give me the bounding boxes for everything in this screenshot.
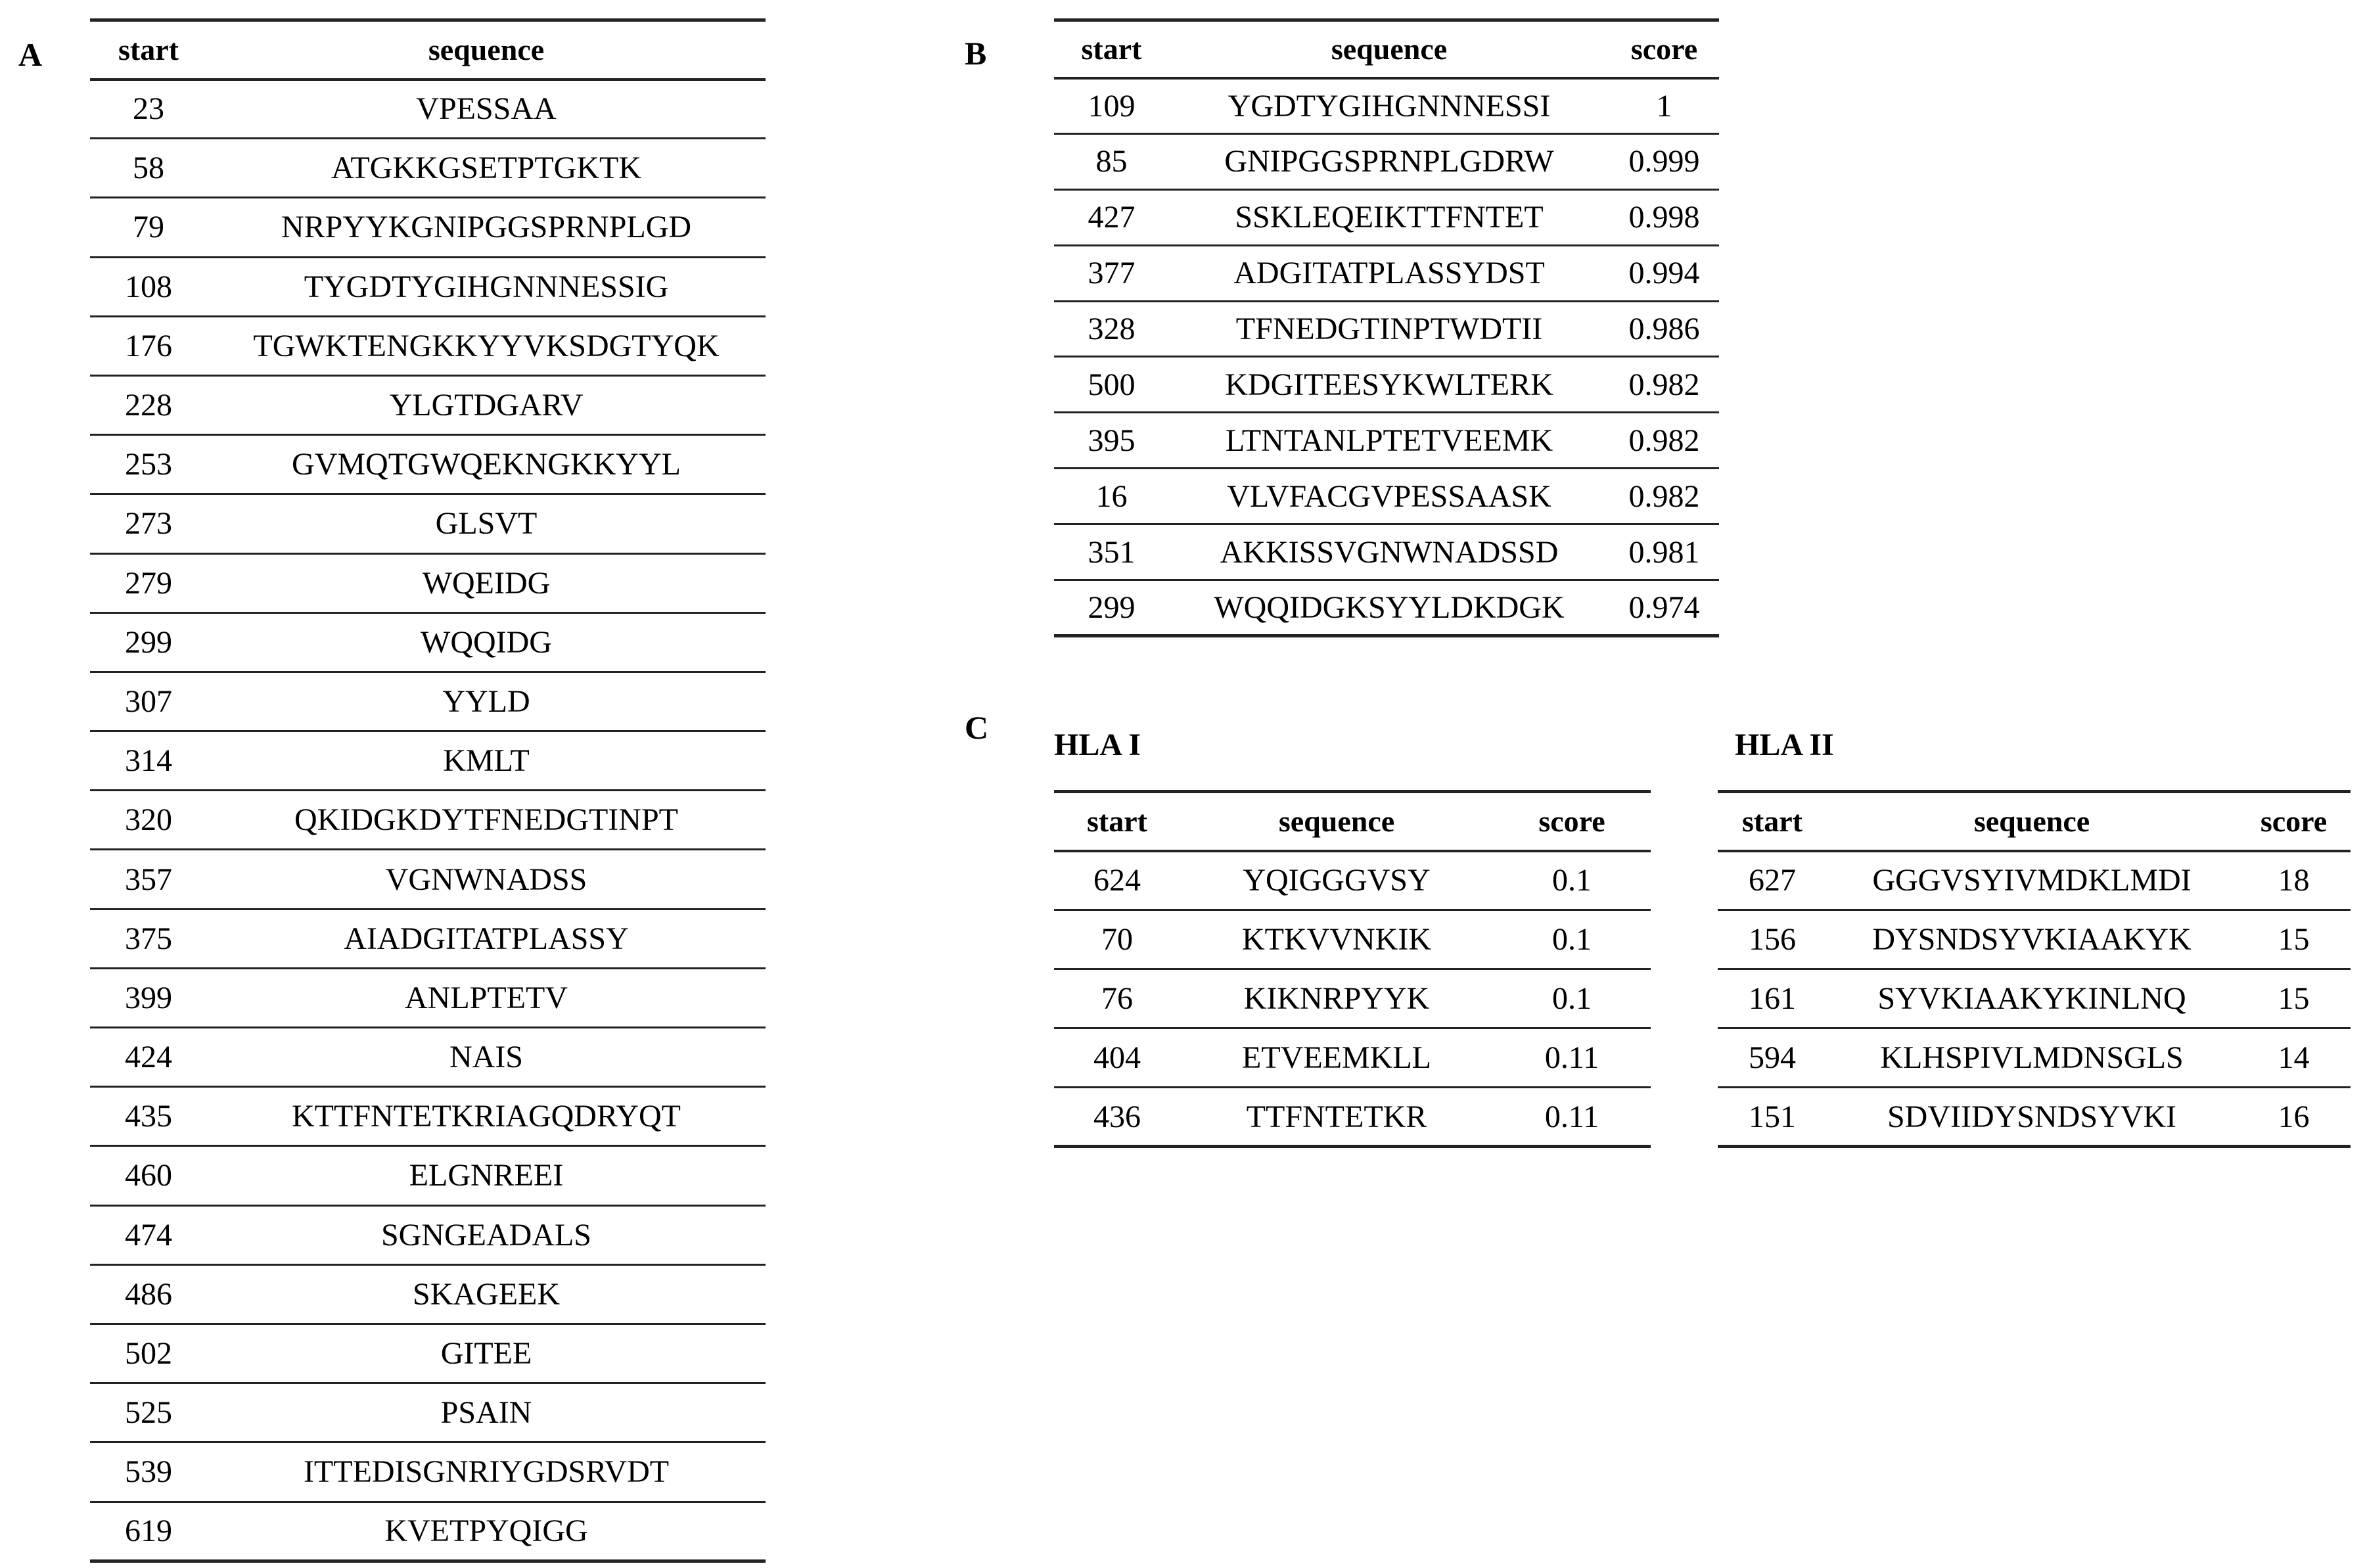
cell-score: 0.982	[1628, 423, 1700, 458]
cell-sequence: YGDTYGIHGNNNESSI	[1228, 88, 1551, 124]
cell-start: 58	[133, 150, 164, 186]
hla1-title: HLA I	[1054, 727, 1141, 762]
table-row	[90, 1087, 766, 1146]
cell-sequence: SDVIIDYSNDSYVKI	[1887, 1099, 2176, 1134]
table-row	[1718, 969, 2351, 1028]
cell-start: 320	[125, 802, 172, 838]
cell-sequence: PSAIN	[440, 1395, 532, 1431]
cell-sequence: YYLD	[442, 683, 530, 719]
panel-label-c: C	[965, 709, 989, 746]
cell-start: 525	[125, 1395, 172, 1431]
cell-sequence: GNIPGGSPRNPLGDRW	[1224, 144, 1554, 179]
table-row	[90, 672, 766, 731]
table-row	[90, 850, 766, 909]
cell-start: 500	[1088, 367, 1136, 402]
column-header-score: score	[1630, 32, 1698, 66]
cell-start: 427	[1088, 200, 1136, 235]
cell-score: 15	[2278, 981, 2310, 1016]
table-row	[1054, 189, 1719, 245]
table-a	[90, 18, 766, 1563]
cell-start: 76	[1101, 981, 1133, 1016]
cell-sequence: ITTEDISGNRIYGDSRVDT	[303, 1454, 670, 1490]
table-row	[90, 968, 766, 1027]
table-row	[1054, 301, 1719, 357]
cell-sequence: DYSNDSYVKIAAKYK	[1872, 922, 2192, 957]
cell-start: 395	[1088, 423, 1136, 458]
table-row	[90, 316, 766, 375]
cell-start: 273	[125, 506, 172, 542]
table-row	[90, 612, 766, 672]
panel-label-b: B	[965, 35, 987, 72]
table-row	[1054, 910, 1651, 969]
table-row	[1054, 357, 1719, 413]
table-header-row	[1718, 792, 2351, 851]
cell-start: 460	[125, 1158, 172, 1193]
cell-sequence: VLVFACGVPESSAASK	[1227, 478, 1551, 514]
cell-sequence: VPESSAA	[416, 91, 557, 127]
table-row	[1054, 413, 1719, 469]
table-row	[1718, 851, 2351, 910]
cell-sequence: GVMQTGWQEKNGKKYYL	[292, 447, 681, 482]
table-row	[1054, 851, 1651, 910]
cell-sequence: KDGITEESYKWLTERK	[1225, 367, 1553, 402]
table-row	[1054, 133, 1719, 189]
table-c-hla2	[1718, 790, 2351, 1148]
cell-start: 624	[1093, 863, 1141, 898]
cell-start: 176	[125, 328, 172, 363]
cell-start: 328	[1088, 311, 1136, 346]
cell-start: 23	[133, 91, 164, 127]
cell-sequence: TFNEDGTINPTWDTII	[1235, 311, 1543, 346]
table-row	[90, 731, 766, 791]
cell-start: 357	[125, 862, 172, 897]
cell-sequence: ETVEEMKLL	[1242, 1040, 1431, 1075]
cell-start: 299	[1088, 589, 1136, 625]
cell-sequence: TGWKTENGKKYYVKSDGTYQK	[253, 328, 720, 363]
cell-sequence: SKAGEEK	[413, 1276, 560, 1312]
table-row	[1054, 524, 1719, 580]
cell-start: 299	[125, 624, 172, 660]
table-row	[1718, 910, 2351, 969]
table-row	[1054, 469, 1719, 524]
cell-score: 0.11	[1544, 1099, 1599, 1134]
panel-label-a: A	[18, 36, 43, 73]
table-row	[1054, 245, 1719, 301]
table-row	[90, 139, 766, 198]
cell-start: 502	[125, 1336, 172, 1372]
table-b	[1054, 18, 1719, 637]
cell-sequence: NRPYYKGNIPGGSPRNPLGD	[281, 210, 692, 245]
table-row	[1718, 1028, 2351, 1088]
cell-score: 14	[2278, 1040, 2310, 1075]
cell-start: 474	[125, 1217, 172, 1253]
column-header-start: start	[118, 33, 179, 67]
cell-score: 0.994	[1628, 256, 1700, 291]
cell-sequence: ELGNREEI	[409, 1158, 564, 1193]
table-header-row	[90, 20, 766, 80]
cell-score: 16	[2278, 1099, 2310, 1134]
cell-start: 156	[1749, 922, 1796, 957]
cell-sequence: WQQIDG	[421, 624, 552, 660]
cell-start: 85	[1095, 144, 1128, 179]
table-row	[90, 1324, 766, 1383]
cell-sequence: ADGITATPLASSYDST	[1233, 256, 1545, 291]
column-header-start: start	[1081, 32, 1142, 66]
column-header-score: score	[2260, 804, 2328, 839]
cell-start: 435	[125, 1099, 172, 1134]
cell-score: 0.982	[1628, 367, 1700, 402]
table-row	[90, 257, 766, 316]
cell-score: 0.986	[1628, 311, 1700, 346]
cell-score: 0.974	[1628, 589, 1700, 625]
cell-start: 377	[1088, 256, 1136, 291]
column-header-start: start	[1087, 804, 1147, 839]
cell-sequence: KMLT	[443, 743, 530, 779]
cell-score: 1	[1656, 88, 1672, 124]
table-row	[90, 1264, 766, 1324]
cell-sequence: GITEE	[440, 1336, 532, 1372]
table-row	[90, 1442, 766, 1502]
cell-sequence: AKKISSVGNWNADSSD	[1220, 534, 1559, 570]
table-row	[90, 1205, 766, 1264]
cell-score: 18	[2278, 863, 2310, 898]
cell-start: 109	[1088, 88, 1136, 124]
hla2-title: HLA II	[1735, 727, 1834, 762]
cell-start: 253	[125, 447, 172, 482]
cell-start: 424	[125, 1040, 172, 1075]
cell-sequence: GLSVT	[435, 506, 538, 542]
cell-start: 108	[125, 269, 172, 304]
cell-start: 399	[125, 980, 172, 1015]
table-row	[90, 1383, 766, 1442]
cell-start: 436	[1093, 1099, 1141, 1134]
table-header-row	[1054, 792, 1651, 851]
cell-start: 279	[125, 565, 172, 601]
table-header-row	[1054, 20, 1719, 78]
cell-sequence: QKIDGKDYTFNEDGTINPT	[294, 802, 678, 838]
column-header-sequence: sequence	[428, 33, 545, 67]
cell-start: 619	[125, 1513, 172, 1549]
cell-sequence: WQEIDG	[422, 565, 551, 601]
cell-sequence: SGNGEADALS	[380, 1217, 591, 1253]
cell-sequence: TTFNTETKR	[1246, 1099, 1427, 1134]
column-header-sequence: sequence	[1973, 804, 2090, 839]
table-row	[1718, 1088, 2351, 1147]
table-row	[1054, 78, 1719, 134]
cell-sequence: KIKNRPYYK	[1243, 981, 1430, 1016]
column-header-start: start	[1742, 804, 1802, 839]
table-row	[1054, 969, 1651, 1028]
cell-start: 16	[1095, 478, 1128, 514]
cell-sequence: YLGTDGARV	[389, 388, 584, 423]
table-row	[90, 553, 766, 612]
cell-sequence: WQQIDGKSYYLDKDGK	[1214, 589, 1565, 625]
cell-start: 539	[125, 1454, 172, 1490]
cell-start: 151	[1749, 1099, 1796, 1134]
column-header-sequence: sequence	[1278, 804, 1395, 839]
cell-score: 0.1	[1552, 863, 1592, 898]
cell-sequence: LTNTANLPTETVEEMK	[1225, 423, 1553, 458]
cell-sequence: SYVKIAAKYKINLNQ	[1877, 981, 2186, 1016]
cell-sequence: KLHSPIVLMDNSGLS	[1880, 1040, 2184, 1075]
cell-start: 351	[1088, 534, 1136, 570]
column-header-sequence: sequence	[1331, 32, 1448, 66]
cell-sequence: NAIS	[449, 1040, 523, 1075]
cell-sequence: KTKVVNKIK	[1242, 922, 1431, 957]
cell-start: 228	[125, 388, 172, 423]
cell-sequence: AIADGITATPLASSY	[344, 921, 629, 956]
table-row	[1054, 1028, 1651, 1088]
table-c-hla1	[1054, 790, 1651, 1148]
cell-sequence: YQIGGGVSY	[1243, 863, 1431, 898]
cell-sequence: SSKLEQEIKTTFNTET	[1235, 200, 1544, 235]
cell-score: 15	[2278, 922, 2310, 957]
cell-start: 307	[125, 683, 172, 719]
table-row	[90, 435, 766, 494]
cell-start: 161	[1749, 981, 1796, 1016]
table-row	[90, 1502, 766, 1561]
cell-start: 594	[1749, 1040, 1796, 1075]
cell-score: 0.999	[1628, 144, 1700, 179]
cell-start: 314	[125, 743, 172, 779]
column-header-score: score	[1538, 804, 1605, 839]
table-row	[90, 1028, 766, 1087]
table-row	[90, 1146, 766, 1205]
cell-score: 0.11	[1544, 1040, 1599, 1075]
table-row	[90, 494, 766, 553]
cell-sequence: ANLPTETV	[405, 980, 568, 1015]
cell-score: 0.981	[1628, 534, 1700, 570]
table-row	[1054, 1088, 1651, 1147]
cell-sequence: KVETPYQIGG	[384, 1513, 588, 1549]
cell-score: 0.1	[1552, 922, 1592, 957]
cell-start: 70	[1101, 922, 1133, 957]
cell-start: 404	[1093, 1040, 1141, 1075]
table-row	[90, 791, 766, 850]
cell-start: 486	[125, 1276, 172, 1312]
cell-sequence: GGGVSYIVMDKLMDI	[1872, 863, 2192, 898]
table-row	[90, 375, 766, 434]
table-row	[90, 909, 766, 968]
cell-sequence: ATGKKGSETPTGKTK	[331, 150, 641, 186]
table-row	[1054, 580, 1719, 636]
cell-score: 0.998	[1628, 200, 1700, 235]
cell-start: 375	[125, 921, 172, 956]
cell-score: 0.1	[1552, 981, 1592, 1016]
cell-sequence: KTTFNTETKRIAGQDRYQT	[292, 1099, 681, 1134]
cell-start: 79	[133, 210, 164, 245]
cell-sequence: TYGDTYGIHGNNNESSIG	[304, 269, 669, 304]
cell-sequence: VGNWNADSS	[385, 862, 587, 897]
table-row	[90, 80, 766, 139]
cell-start: 627	[1749, 863, 1796, 898]
cell-score: 0.982	[1628, 478, 1700, 514]
table-row	[90, 198, 766, 257]
